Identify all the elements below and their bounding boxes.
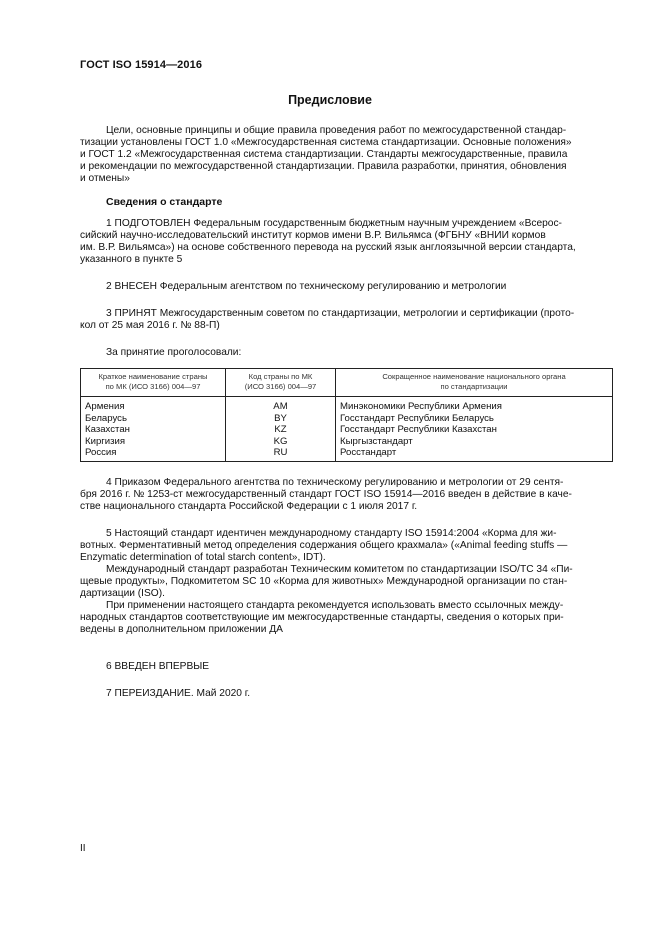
document-header: ГОСТ ISO 15914—2016: [80, 59, 203, 71]
page-number: II: [80, 843, 86, 854]
text-line: и рекомендации по межгосударственной стандартизации. Правила разработки, принятия, обновления: [80, 161, 567, 172]
voted-label: [80, 347, 613, 359]
country-cell: Армения: [81, 397, 226, 413]
text-line: щевые продукты», Подкомитетом SC 10 «Корма для животных» Международной организации по стан-: [80, 576, 568, 587]
table-row: [81, 397, 613, 413]
code-cell: RU: [226, 447, 336, 461]
body-cell: Минэкономики Республики Армения: [336, 397, 613, 413]
column-header-country: Краткое наименование страны по МК (ИСО 3166) 004—97: [81, 369, 226, 397]
item-5c-paragraph: [80, 600, 613, 636]
country-cell: Казахстан: [81, 424, 226, 436]
body-cell: Кыргызстандарт: [336, 436, 613, 448]
item-5-paragraph: [80, 528, 613, 564]
text-line: сийский научно-исследовательский институт кормов имени В.Р. Вильямса (ФГБНУ «ВНИИ кормов: [80, 230, 546, 241]
item-3-paragraph: [80, 308, 613, 332]
item-1-paragraph: [80, 218, 613, 266]
body-cell: Росстандарт: [336, 447, 613, 461]
country-cell: Киргизия: [81, 436, 226, 448]
code-cell: BY: [226, 413, 336, 425]
text-line: и ГОСТ 1.2 «Межгосударственная система стандартизации. Стандарты межгосударственные, правила: [80, 149, 568, 160]
text-line: указанного в пункте 5: [80, 254, 183, 265]
text-line: За принятие проголосовали:: [106, 347, 242, 358]
table-row: [81, 424, 613, 436]
text-line: Enzymatic determination of total starch content», IDT).: [80, 552, 326, 563]
item-7-paragraph: [80, 688, 613, 700]
text-line: и отмены»: [80, 173, 130, 184]
text-line: бря 2016 г. № 1253-ст межгосударственный стандарт ГОСТ ISO 15914—2016 введен в действие в каче-: [80, 489, 572, 500]
intro-paragraph: [80, 125, 613, 185]
item-2-paragraph: [80, 281, 613, 293]
page-title: Предисловие: [288, 93, 372, 107]
text-line: дартизации (ISO).: [80, 588, 165, 599]
text-line: 7 ПЕРЕИЗДАНИЕ. Май 2020 г.: [106, 688, 251, 699]
table-header-row: [81, 369, 613, 397]
table-row: [81, 447, 613, 461]
item-6-paragraph: [80, 661, 613, 673]
text-line: При применении настоящего стандарта рекомендуется использовать вместо ссылочных между-: [106, 600, 564, 611]
text-line: 3 ПРИНЯТ Межгосударственным советом по стандартизации, метрологии и сертификации (прото-: [106, 308, 575, 319]
text-line: вотных. Ферментативный метод определения содержания общего крахмала» («Animal feeding stuffs —: [80, 540, 568, 551]
table-row: [81, 436, 613, 448]
text-line: тизации установлены ГОСТ 1.0 «Межгосударственная система стандартизации. Основные положения»: [80, 137, 572, 148]
table-row: [81, 413, 613, 425]
text-line: Цели, основные принципы и общие правила проведения работ по межгосударственной стандар-: [106, 125, 567, 136]
text-line: народных стандартов соответствующие им межгосударственные стандарты, сведения о которых при-: [80, 612, 564, 623]
column-header-code: Код страны по МК (ИСО 3166) 004—97: [226, 369, 336, 397]
column-header-body: Сокращенное наименование национального органа по стандартизации: [336, 369, 613, 397]
text-line: 6 ВВЕДЕН ВПЕРВЫЕ: [106, 661, 210, 672]
text-line: стве национального стандарта Российской Федерации с 1 июля 2017 г.: [80, 501, 418, 512]
text-line: кол от 25 мая 2016 г. № 88-П): [80, 320, 220, 331]
body-cell: Госстандарт Республики Беларусь: [336, 413, 613, 425]
text-line: им. В.Р. Вильямса») на основе собственного перевода на русский язык англоязычной версии стандарта,: [80, 242, 576, 253]
text-line: ведены в дополнительном приложении ДА: [80, 624, 283, 635]
text-line: 5 Настоящий стандарт идентичен международному стандарту ISO 15914:2004 «Корма для жи-: [106, 528, 557, 539]
code-cell: KZ: [226, 424, 336, 436]
country-cell: Россия: [81, 447, 226, 461]
text-line: 4 Приказом Федерального агентства по техническому регулированию и метрологии от 29 сентя-: [106, 477, 564, 488]
country-cell: Беларусь: [81, 413, 226, 425]
section-subheading: Сведения о стандарте: [106, 196, 223, 208]
text-line: 1 ПОДГОТОВЛЕН Федеральным государственным бюджетным научным учреждением «Всерос-: [106, 218, 562, 229]
body-cell: Госстандарт Республики Казахстан: [336, 424, 613, 436]
code-cell: AM: [226, 397, 336, 413]
code-cell: KG: [226, 436, 336, 448]
item-4-paragraph: [80, 477, 613, 513]
voting-table: [80, 368, 613, 462]
text-line: Международный стандарт разработан Техническим комитетом по стандартизации ISO/TC 34 «Пи-: [106, 564, 573, 575]
text-line: 2 ВНЕСЕН Федеральным агентством по техническому регулированию и метрологии: [106, 281, 507, 292]
item-5b-paragraph: [80, 564, 613, 600]
